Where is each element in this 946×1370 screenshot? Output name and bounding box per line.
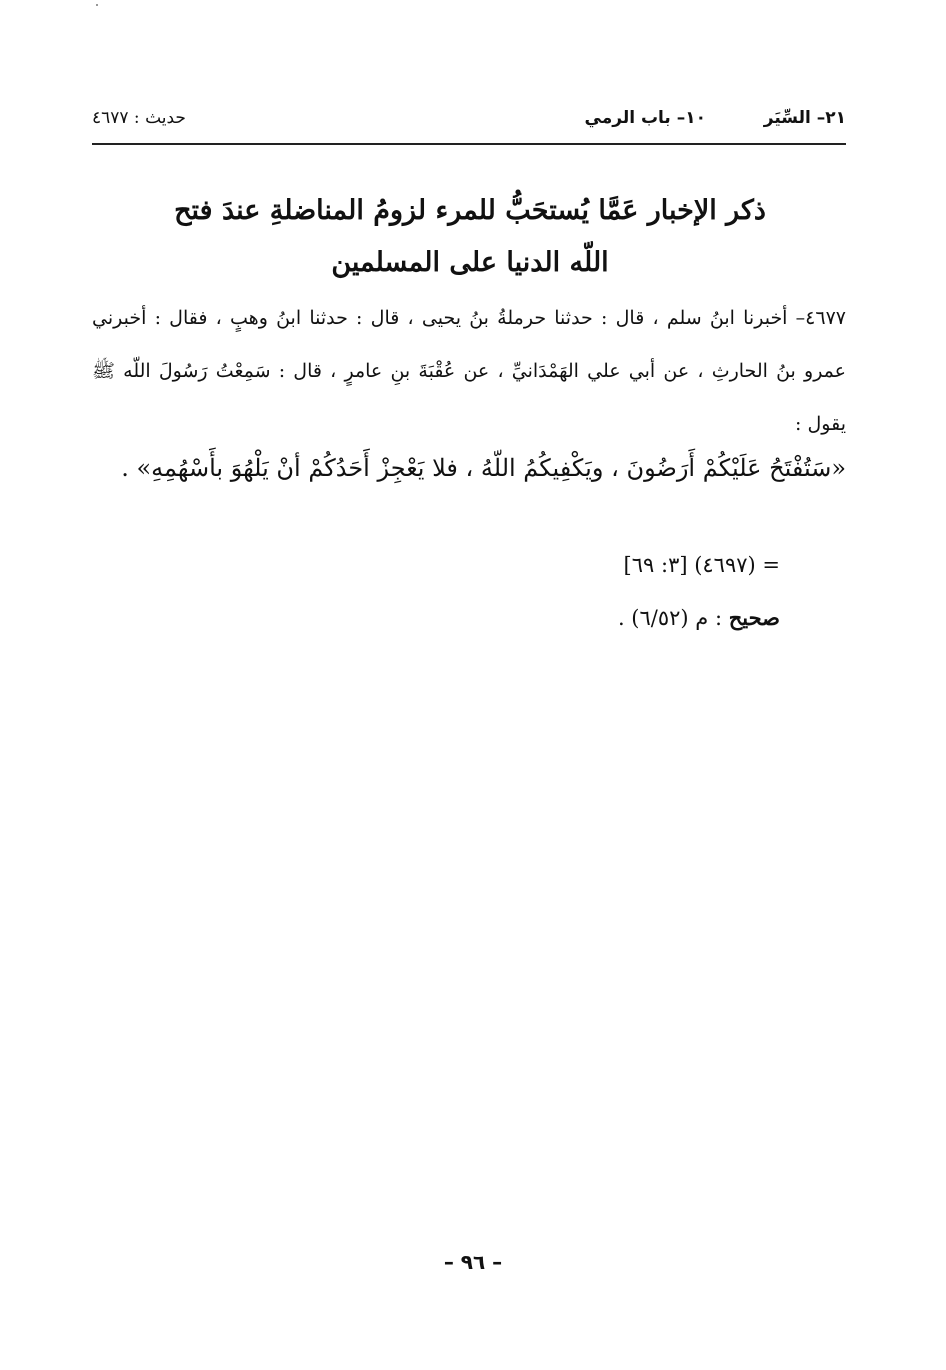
- grading-source: : م (٦/٥٢) .: [617, 606, 723, 630]
- scan-speck: [96, 4, 98, 6]
- cross-reference: = (٤٦٩٧) [٣: ٦٩]: [623, 553, 780, 577]
- isnad-paragraph: [92, 292, 846, 451]
- header-rule: [92, 143, 846, 145]
- running-head: [92, 108, 846, 142]
- hadith-grading: [618, 605, 780, 630]
- page-number: – ٩٦ –: [443, 1250, 503, 1274]
- chapter-title: ١٠– باب الرمي: [584, 108, 706, 128]
- hadith-reference: حديث : ٤٦٧٧: [92, 108, 186, 128]
- isnad-text: ٤٦٧٧– أخبرنا ابنُ سلم ، قال : حدثنا حرملةُ بنُ يحيى ، قال : حدثنا ابنُ وهبٍ ، فقال : أخبرني عمرو بنُ الحارثِ ، عن أبي علي الهَمْدَانيِّ ، عن عُقْبَةَ بنِ عامرٍ ، قال : سَمِعْتُ رَسُولَ اللّه ﷺ يقول :: [92, 307, 846, 435]
- section-title: ذكر الإخبار عَمَّا يُستحَبُّ للمرء لزومُ المناضلةِ عندَ فتح اللّه الدنيا على المسلمين: [174, 195, 766, 278]
- matn-paragraph: [92, 440, 846, 496]
- book-title: ٢١– السِّيَر: [763, 108, 846, 128]
- matn-text: «سَتُفْتَحُ عَلَيْكُمْ أَرَضُونَ ، ويَكْفِيكُمُ اللّهُ ، فلا يَعْجِزْ أَحَدُكُمْ أنْ يَلْهُوَ بأَسْهُمِهِ» .: [121, 454, 846, 482]
- grading-label: صحيح: [728, 605, 780, 630]
